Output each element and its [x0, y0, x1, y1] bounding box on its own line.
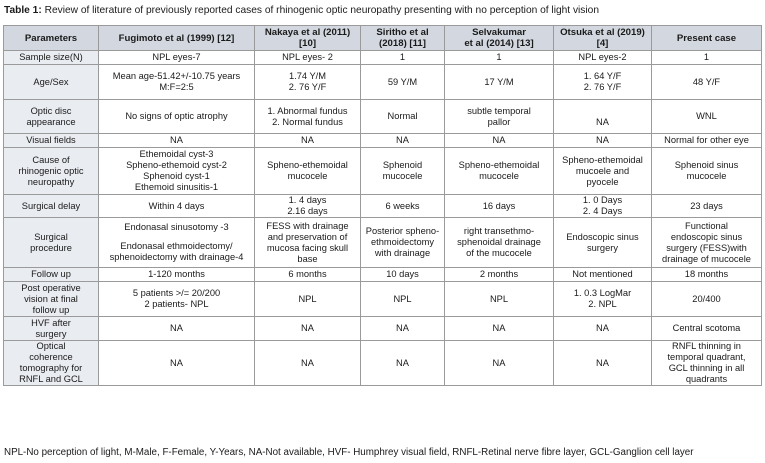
- cell-line: mucosa facing skull: [266, 242, 349, 253]
- cell-line: 2.16 days: [287, 206, 328, 216]
- cell-line: temporal quadrant,: [667, 352, 746, 362]
- cell-line: 59 Y/M: [387, 76, 418, 87]
- cell-selvakumar: [445, 218, 554, 268]
- cell-line: Normal: [387, 111, 418, 121]
- cell-line: HVF after: [31, 317, 71, 328]
- cell-fugimoto: [99, 218, 255, 268]
- cell-selvakumar: [445, 282, 554, 317]
- cell-line: Cause of: [32, 154, 70, 165]
- cell-parameter: [4, 268, 99, 282]
- cell-siritho: [361, 282, 445, 317]
- cell-line: 2 patients- NPL: [144, 299, 209, 309]
- cell-nakaya: [255, 268, 361, 282]
- cell-line: 10 days: [386, 269, 419, 279]
- cell-present-case: [652, 134, 762, 148]
- cell-line: Endoscopic sinus: [566, 231, 639, 242]
- header-nakaya: [255, 26, 361, 51]
- cell-line: 1. Abnormal fundus: [267, 105, 348, 116]
- cell-line: mucocele: [382, 171, 423, 181]
- literature-table: [3, 25, 762, 386]
- cell-line: 1: [399, 52, 406, 62]
- cell-line: sphenoidal drainage: [457, 237, 541, 247]
- cell-line: et al (2014) [13]: [464, 38, 534, 49]
- cell-line: surgery: [586, 242, 618, 253]
- cell-fugimoto: [99, 51, 255, 65]
- row-optic-disc: [4, 100, 762, 134]
- cell-line: Siritho et al: [376, 27, 429, 38]
- cell-siritho: [361, 100, 445, 134]
- cell-line: Parameters: [24, 32, 78, 44]
- cell-nakaya: [255, 100, 361, 134]
- cell-line: 1-120 months: [148, 269, 205, 279]
- cell-line: NA: [492, 357, 506, 368]
- cell-fugimoto: [99, 65, 255, 100]
- cell-nakaya: [255, 148, 361, 195]
- cell-line: Sphenoid cyst-1: [143, 171, 210, 181]
- cell-line: Otsuka et al (2019): [560, 27, 645, 38]
- header-fugimoto: [99, 26, 255, 51]
- cell-siritho: [361, 65, 445, 100]
- table-body: [4, 51, 762, 386]
- cell-line: procedure: [30, 242, 72, 253]
- cell-parameter: [4, 218, 99, 268]
- cell-otsuka: [554, 317, 652, 341]
- cell-otsuka: [554, 218, 652, 268]
- cell-line: 1: [496, 52, 502, 62]
- cell-present-case: [652, 100, 762, 134]
- cell-line: 1. 0 Days: [582, 195, 623, 205]
- cell-line: NA: [170, 135, 183, 145]
- cell-parameter: [4, 195, 99, 218]
- header-otsuka: [554, 26, 652, 51]
- cell-line: ethmoidectomy: [370, 237, 435, 247]
- cell-line: sphenoidectomy with drainage-4: [109, 252, 244, 262]
- cell-present-case: [652, 282, 762, 317]
- cell-line: of the mucocele: [466, 248, 532, 258]
- cell-line: 23 days: [690, 200, 723, 211]
- cell-line: NPL: [298, 293, 317, 304]
- cell-selvakumar: [445, 317, 554, 341]
- cell-line: Post operative: [21, 282, 81, 293]
- cell-line: vision at final: [24, 293, 78, 304]
- cell-siritho: [361, 51, 445, 65]
- cell-line: 1.74 Y/M: [288, 71, 327, 81]
- cell-line: M:F=2:5: [159, 82, 194, 92]
- cell-line: 2. 76 Y/F: [583, 82, 622, 92]
- cell-line: Age/Sex: [33, 76, 69, 87]
- cell-line: with drainage: [374, 248, 431, 258]
- cell-fugimoto: [99, 317, 255, 341]
- cell-line: follow up: [32, 304, 70, 315]
- cell-line: NA: [596, 135, 609, 145]
- cell-line: 2 months: [479, 269, 519, 279]
- cell-line: GCL thinning in all: [668, 363, 745, 373]
- cell-line: 2. NPL: [588, 299, 617, 309]
- cell-line: surgery: [35, 328, 67, 339]
- caption-label: Table 1:: [4, 5, 42, 16]
- cell-otsuka: [554, 195, 652, 218]
- cell-fugimoto: [99, 148, 255, 195]
- cell-fugimoto: [99, 341, 255, 386]
- cell-line: and preservation of: [267, 231, 348, 242]
- row-age-sex: [4, 65, 762, 100]
- cell-parameter: [4, 65, 99, 100]
- cell-siritho: [361, 218, 445, 268]
- cell-line: Within 4 days: [148, 200, 205, 211]
- cell-parameter: [4, 148, 99, 195]
- cell-line: appearance: [26, 116, 76, 127]
- cell-line: NA: [596, 357, 609, 368]
- row-visual-fields: [4, 134, 762, 148]
- cell-line: 1. 0.3 LogMar: [573, 288, 632, 298]
- cell-line: mucoele and: [575, 165, 630, 176]
- cell-line: NA: [596, 323, 609, 333]
- cell-line: NA: [301, 135, 314, 145]
- cell-line: quadrants: [685, 374, 728, 384]
- cell-line: NPL eyes-7: [152, 52, 201, 62]
- cell-siritho: [361, 195, 445, 218]
- caption-text: Review of literature of previously reported cases of rhinogenic optic neuropathy presenting with no perception of light vision: [44, 5, 599, 16]
- cell-line: NA: [492, 135, 506, 145]
- cell-line: Selvakumar: [472, 27, 526, 38]
- cell-selvakumar: [445, 51, 554, 65]
- cell-line: Ethemoidal cyst-3: [139, 149, 214, 159]
- cell-siritho: [361, 134, 445, 148]
- cell-line: NPL eyes- 2: [282, 52, 333, 62]
- row-oct: [4, 341, 762, 386]
- cell-fugimoto: [99, 195, 255, 218]
- cell-present-case: [652, 195, 762, 218]
- cell-line: NA: [396, 357, 409, 368]
- cell-line: No signs of optic atrophy: [125, 111, 228, 121]
- cell-line: Functional: [685, 220, 728, 231]
- cell-nakaya: [255, 218, 361, 268]
- cell-line: Optic disc: [30, 105, 72, 116]
- cell-line: Normal for other eye: [664, 135, 749, 145]
- row-cause: [4, 148, 762, 195]
- cell-parameter: [4, 282, 99, 317]
- cell-present-case: [652, 148, 762, 195]
- cell-selvakumar: [445, 65, 554, 100]
- row-hvf: [4, 317, 762, 341]
- cell-line: neuropathy: [27, 176, 75, 187]
- cell-line: Visual fields: [26, 135, 76, 145]
- cell-parameter: [4, 51, 99, 65]
- cell-line: Not mentioned: [572, 269, 633, 279]
- cell-otsuka: [554, 341, 652, 386]
- cell-line: Endonasal ethmoidectomy/: [120, 241, 233, 251]
- table-footnote: NPL-No perception of light, M-Male, F-Female, Y-Years, NA-Not available, HVF- Humphrey visual field, RNFL-Retinal nerve fibre layer, GCL-Ganglion cell layer: [4, 447, 694, 458]
- cell-line: mucocele: [479, 171, 519, 181]
- cell-line: Surgical: [34, 231, 68, 242]
- cell-line: [4]: [596, 38, 609, 49]
- cell-otsuka: [554, 51, 652, 65]
- cell-selvakumar: [445, 148, 554, 195]
- cell-line: Optical: [36, 341, 66, 351]
- row-surgical-delay: [4, 195, 762, 218]
- cell-otsuka: [554, 100, 652, 134]
- cell-otsuka: [554, 282, 652, 317]
- cell-line: (2018) [11]: [379, 38, 426, 49]
- cell-line: 6 weeks: [385, 200, 420, 211]
- row-follow-up: [4, 268, 762, 282]
- cell-line: Central scotoma: [672, 323, 741, 333]
- cell-selvakumar: [445, 100, 554, 134]
- cell-line: Posterior spheno-: [365, 226, 440, 236]
- cell-line: NA: [396, 135, 409, 145]
- cell-present-case: [652, 317, 762, 341]
- cell-line: 2. 76 Y/F: [288, 82, 327, 92]
- cell-siritho: [361, 268, 445, 282]
- cell-line: Spheno-ethemoidal: [267, 160, 348, 170]
- cell-line: RNFL and GCL: [19, 374, 83, 384]
- cell-parameter: [4, 317, 99, 341]
- cell-siritho: [361, 317, 445, 341]
- cell-nakaya: [255, 65, 361, 100]
- cell-line: mucocele: [686, 171, 727, 181]
- cell-parameter: [4, 134, 99, 148]
- table-caption: [4, 4, 599, 17]
- cell-selvakumar: [445, 195, 554, 218]
- cell-line: Ethemoid sinusitis-1: [134, 182, 219, 192]
- header-selvakumar: [445, 26, 554, 51]
- cell-nakaya: [255, 195, 361, 218]
- header-parameter: [4, 26, 99, 51]
- cell-parameter: [4, 341, 99, 386]
- cell-line: NA: [396, 323, 409, 333]
- header-present-case: [652, 26, 762, 51]
- cell-line: NA: [170, 357, 183, 368]
- cell-line: Spheno-ethemoid cyst-2: [126, 160, 227, 170]
- cell-present-case: [652, 51, 762, 65]
- cell-line: Follow up: [31, 269, 71, 279]
- cell-line: 1. 64 Y/F: [583, 71, 622, 81]
- cell-line: Sphenoid: [382, 160, 423, 170]
- cell-line: 2. Normal fundus: [272, 116, 343, 127]
- cell-selvakumar: [445, 268, 554, 282]
- cell-line: right transethmo-: [463, 226, 535, 236]
- cell-siritho: [361, 341, 445, 386]
- cell-line: Endonasal sinusotomy -3: [124, 222, 229, 232]
- cell-line: 6 months: [288, 269, 327, 279]
- cell-line: tomography for: [19, 363, 83, 373]
- cell-nakaya: [255, 51, 361, 65]
- cell-fugimoto: [99, 282, 255, 317]
- cell-line: pallor: [487, 116, 511, 127]
- cell-line: Mean age-51.42+/-10.75 years: [112, 71, 241, 81]
- cell-line: NPL: [393, 293, 412, 304]
- cell-present-case: [652, 268, 762, 282]
- cell-line: pyocele: [586, 176, 619, 187]
- cell-line: Spheno-ethemoidal: [458, 160, 540, 170]
- row-sample-size: [4, 51, 762, 65]
- cell-line: NA: [596, 116, 609, 127]
- cell-otsuka: [554, 65, 652, 100]
- cell-line: NA: [492, 323, 506, 333]
- cell-line: FESS with drainage: [266, 220, 349, 231]
- header-siritho: [361, 26, 445, 51]
- cell-line: 1. 4 days: [288, 195, 327, 205]
- cell-siritho: [361, 148, 445, 195]
- cell-present-case: [652, 218, 762, 268]
- table-header-row: [4, 26, 762, 51]
- cell-line: 2. 4 Days: [582, 206, 623, 216]
- cell-nakaya: [255, 282, 361, 317]
- cell-present-case: [652, 341, 762, 386]
- cell-line: WNL: [696, 111, 717, 121]
- cell-line: 20/400: [692, 293, 721, 304]
- cell-line: RNFL thinning in: [672, 341, 741, 351]
- cell-line: Surgical delay: [21, 200, 81, 211]
- cell-line: NPL: [489, 293, 509, 304]
- cell-line: NA: [301, 357, 314, 368]
- cell-line: Sphenoid sinus: [674, 160, 739, 170]
- cell-line: 1: [703, 52, 710, 62]
- row-post-op-vision: [4, 282, 762, 317]
- cell-line: 48 Y/F: [692, 76, 721, 87]
- cell-selvakumar: [445, 341, 554, 386]
- cell-line: NPL eyes-2: [578, 52, 627, 62]
- cell-line: surgery (FESS)with: [666, 242, 747, 253]
- cell-line: rhinogenic optic: [18, 165, 84, 176]
- cell-fugimoto: [99, 268, 255, 282]
- cell-line: 17 Y/M: [484, 76, 514, 87]
- cell-line: Spheno-ethemoidal: [562, 154, 643, 165]
- cell-line: mucocele: [287, 171, 328, 181]
- cell-selvakumar: [445, 134, 554, 148]
- cell-line: Nakaya et al (2011): [264, 27, 351, 38]
- cell-line: Fugimoto et al (1999) [12]: [118, 32, 235, 44]
- cell-fugimoto: [99, 134, 255, 148]
- cell-line: 18 months: [684, 269, 729, 279]
- cell-line: NA: [301, 323, 314, 333]
- row-surgical-procedure: [4, 218, 762, 268]
- cell-line: coherence: [29, 352, 73, 362]
- cell-line: endoscopic sinus: [670, 231, 743, 242]
- cell-line: Present case: [676, 32, 737, 44]
- cell-nakaya: [255, 317, 361, 341]
- cell-nakaya: [255, 134, 361, 148]
- cell-otsuka: [554, 148, 652, 195]
- cell-line: Sample size(N): [19, 52, 83, 62]
- cell-nakaya: [255, 341, 361, 386]
- cell-otsuka: [554, 268, 652, 282]
- cell-fugimoto: [99, 100, 255, 134]
- cell-line: [10]: [298, 38, 317, 49]
- cell-parameter: [4, 100, 99, 134]
- cell-line: 16 days: [482, 200, 516, 211]
- cell-line: NA: [170, 323, 183, 333]
- cell-line: drainage of mucocele: [662, 253, 751, 264]
- cell-line: 5 patients >/= 20/200: [132, 288, 221, 298]
- cell-line: base: [297, 253, 318, 264]
- cell-otsuka: [554, 134, 652, 148]
- cell-present-case: [652, 65, 762, 100]
- cell-line: subtle temporal: [467, 105, 531, 116]
